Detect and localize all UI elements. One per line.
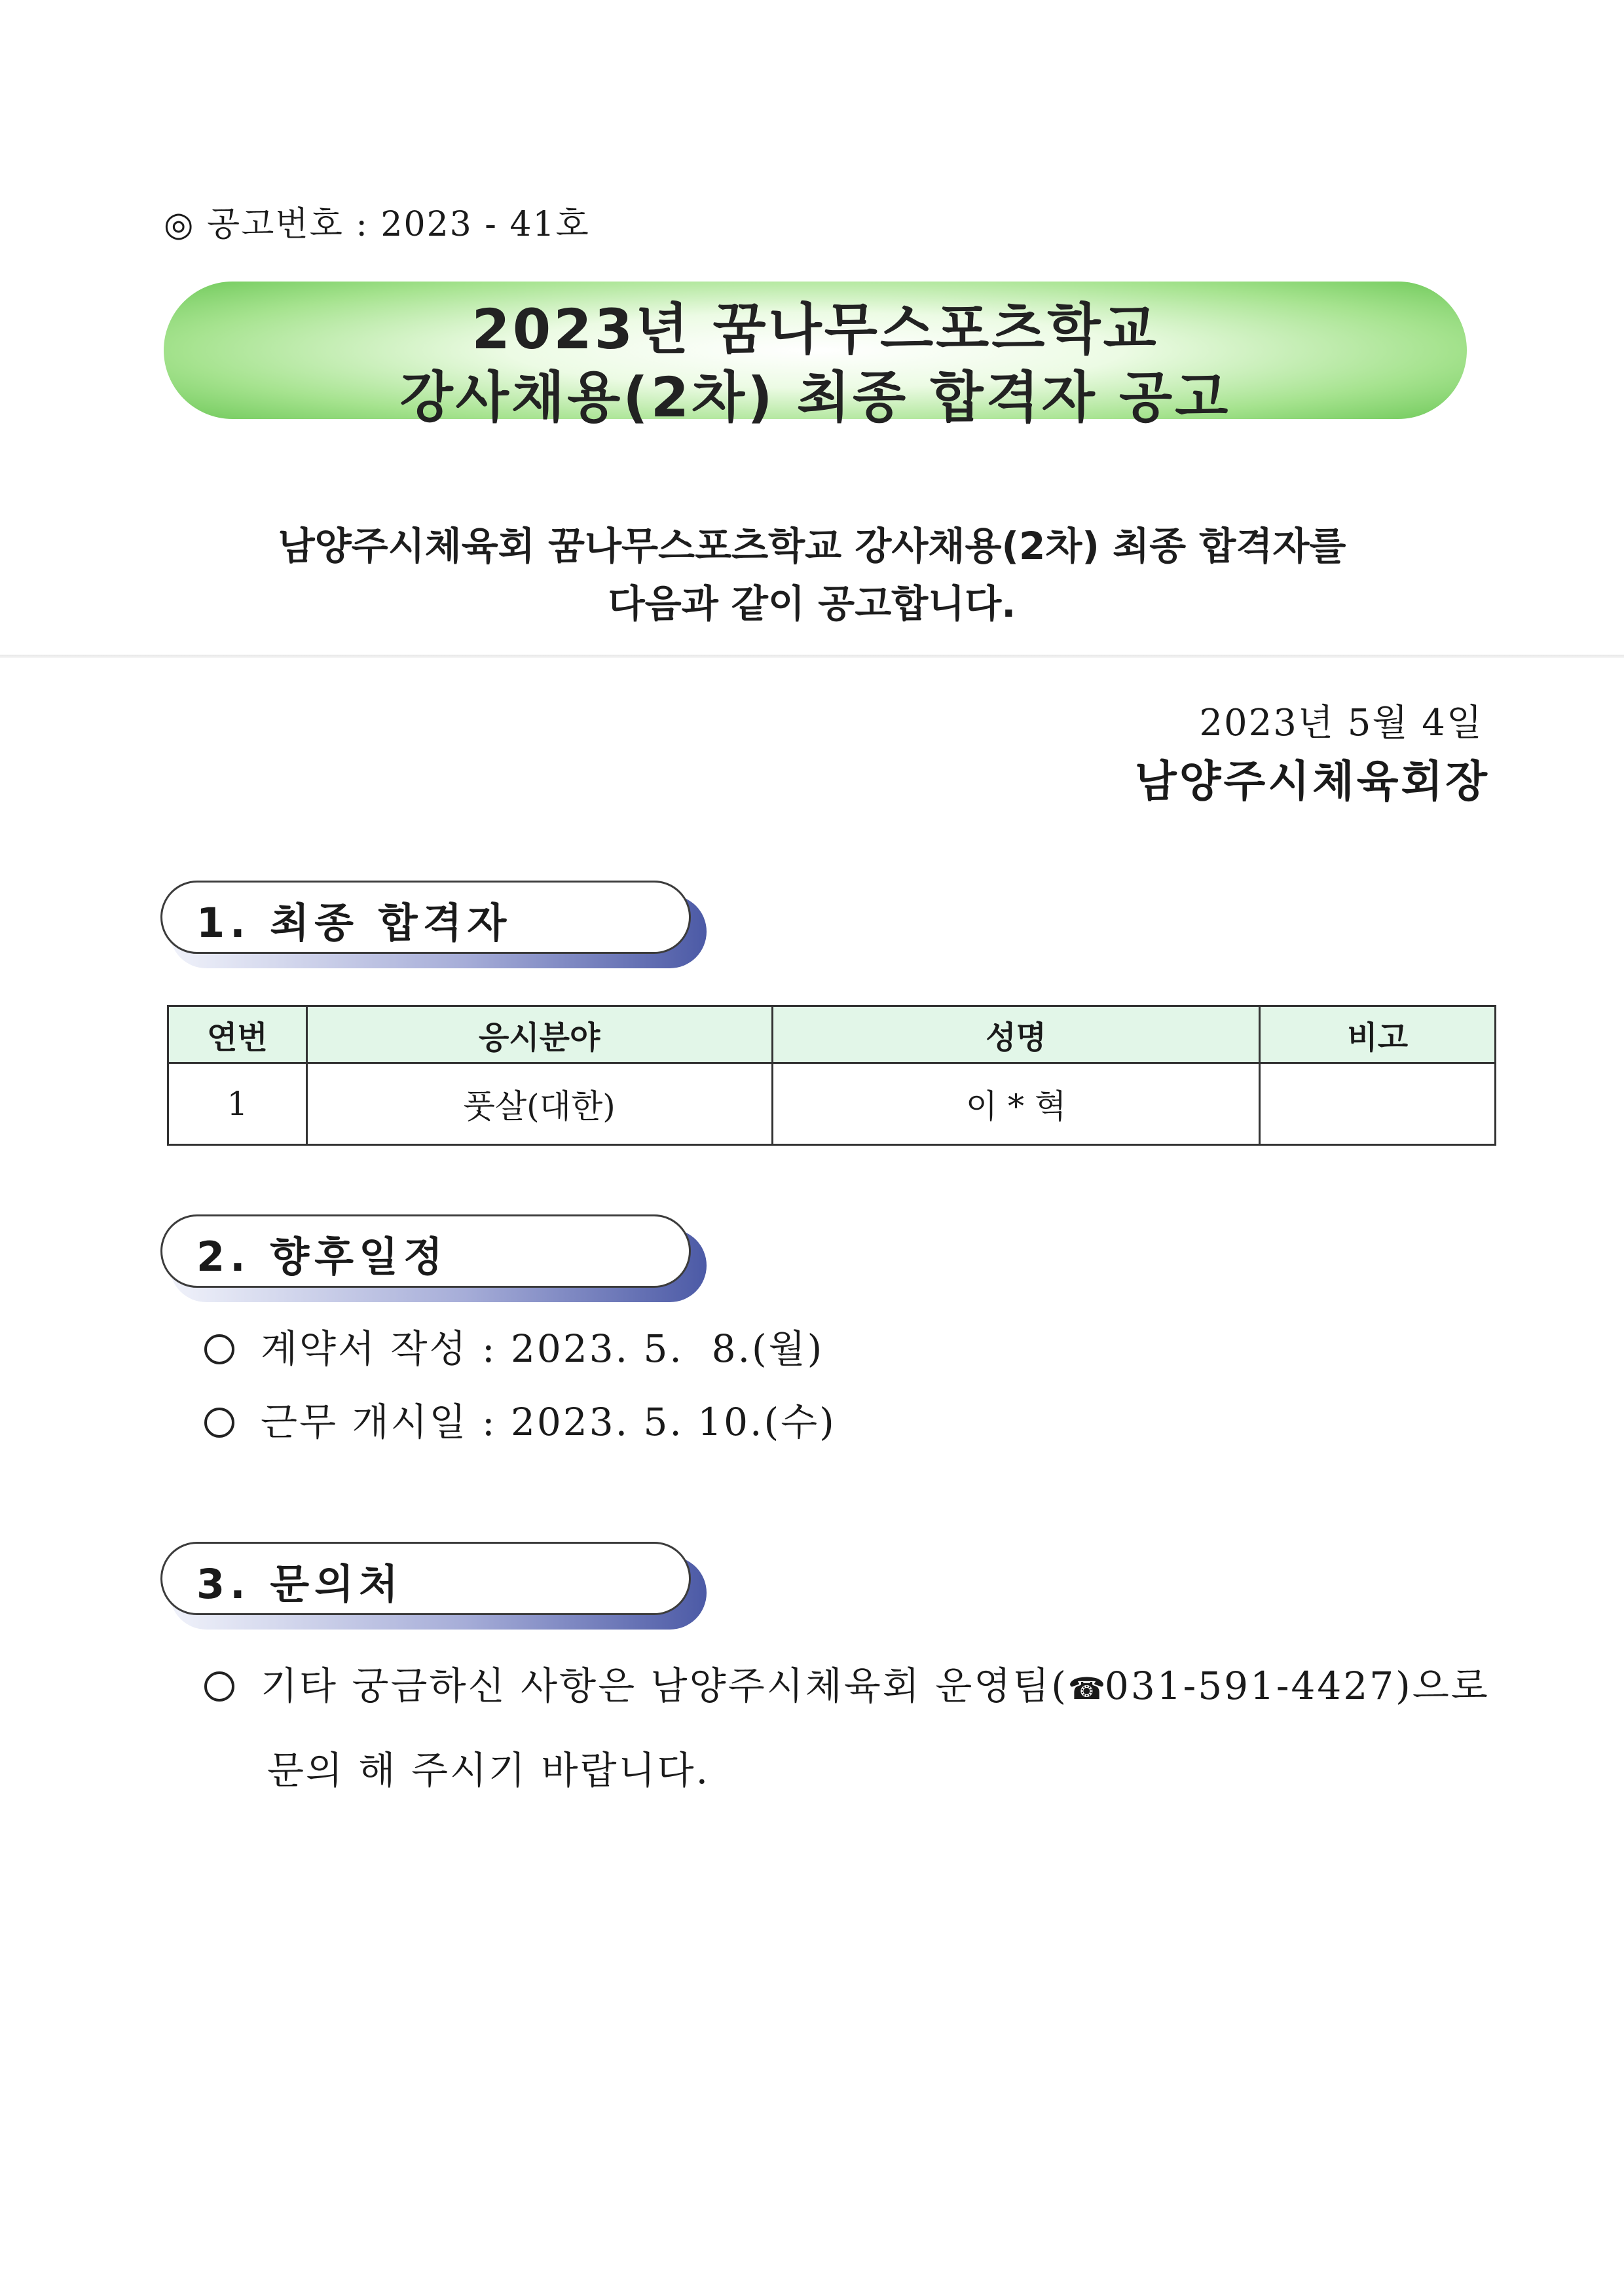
contact-phone: 031-591-4427 [1104,1664,1396,1708]
section-heading-label: 1. 최종 합격자 [196,899,512,947]
result-table [167,1005,1496,1146]
telephone-icon: ☎ [1067,1671,1108,1706]
schedule-item-contract [204,1326,824,1372]
circle-bullet-icon [204,1334,234,1364]
schedule-item-text: 근무 개시일 : 2023. 5. 10.(수) [261,1400,836,1444]
column-header-remarks: 비고 [1260,1006,1496,1063]
title-line-1: 2023년 꿈나무스포츠학교 [471,297,1159,361]
column-header-name: 성명 [772,1006,1260,1063]
intro-line-1: 남양주시체육회 꿈나무스포츠학교 강사채용(2차) 최종 합격자를 [278,524,1346,568]
intro-text [131,517,1493,632]
section-heading-label: 2. 향후일정 [196,1233,448,1281]
contact-text-after: )으로 [1395,1664,1490,1708]
cell-number: 1 [168,1063,307,1145]
section-heading-schedule [160,1214,704,1298]
title-line-2: 강사채용(2차) 최종 합격자 공고 [399,365,1231,429]
section-heading-final-passers [160,881,704,964]
announcement-date: 2023년 5월 4일 [1199,702,1483,744]
contact-item [204,1663,1490,1711]
table-header-row [168,1006,1496,1063]
notice-number: ◎ 공고번호 : 2023 - 41호 [164,205,590,244]
schedule-item-text: 계약서 작성 : 2023. 5. 8.(월) [261,1326,824,1371]
section-heading-label: 3. 문의처 [196,1560,403,1608]
table-row [168,1063,1496,1145]
section-heading-contact [160,1542,704,1626]
cell-field: 풋살(대한) [306,1063,772,1145]
cell-name: 이 * 혁 [772,1063,1260,1145]
circle-bullet-icon [204,1408,234,1438]
title-banner [164,282,1467,429]
divider [0,655,1624,658]
issuer-name: 남양주시체육회장 [1134,756,1490,807]
column-header-number: 연번 [168,1006,307,1063]
column-header-field: 응시분야 [306,1006,772,1063]
circle-bullet-icon [204,1671,234,1702]
intro-line-2: 다음과 같이 공고합니다. [608,581,1016,626]
cell-remarks [1260,1063,1496,1145]
contact-continuation: 문의 해 주시기 바랍니다. [267,1748,710,1793]
contact-text-before: 기타 궁금하신 사항은 남양주시체육회 운영팀( [261,1664,1068,1708]
schedule-item-start [204,1399,836,1445]
